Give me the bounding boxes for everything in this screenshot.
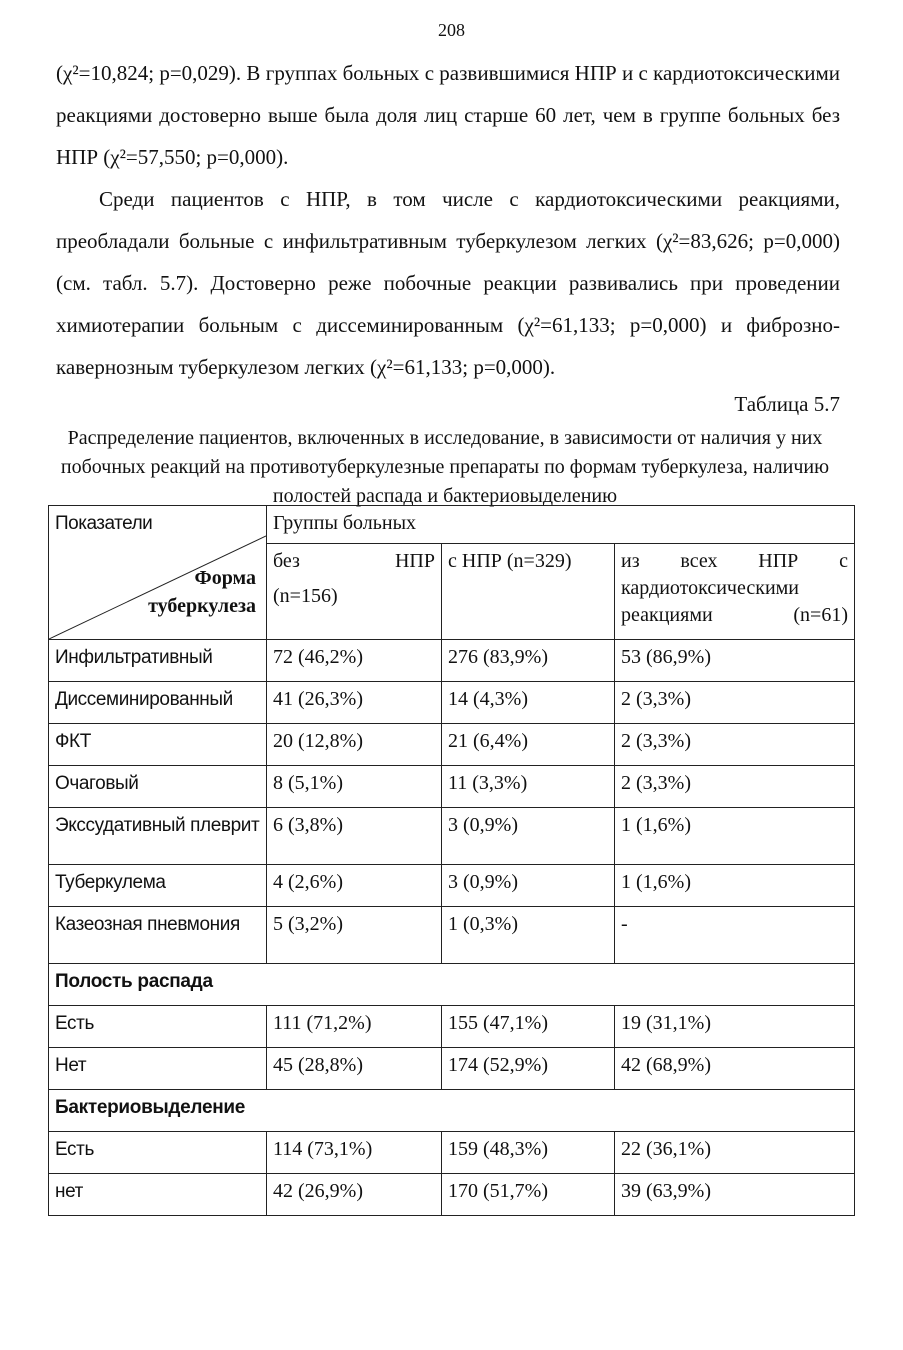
row-label: Казеозная пневмония xyxy=(49,907,267,964)
table-row xyxy=(49,640,855,682)
section-cavity-title: Полость распада xyxy=(49,964,855,1006)
cell-value: 39 (63,9%) xyxy=(615,1174,855,1216)
cell-value: 6 (3,8%) xyxy=(267,808,442,865)
section-row xyxy=(49,1090,855,1132)
page-number: 208 xyxy=(438,20,465,40)
row-label: Диссеминированный xyxy=(49,682,267,724)
cell-value: 114 (73,1%) xyxy=(267,1132,442,1174)
data-table xyxy=(48,505,855,1216)
table-row xyxy=(49,907,855,964)
table-row xyxy=(49,1006,855,1048)
table-caption: Распределение пациентов, включенных в исследование, в зависимости от наличия у них побочных реакций на противотуберкулезные препараты по формам туберкулеза, наличию полостей распада и бактериовыделению xyxy=(60,427,830,507)
cell-value: 3 (0,9%) xyxy=(442,808,615,865)
table-row xyxy=(49,1132,855,1174)
cell-value: 276 (83,9%) xyxy=(442,640,615,682)
header-form: Форма туберкулеза xyxy=(148,567,256,617)
cell-value: 19 (31,1%) xyxy=(615,1006,855,1048)
cell-value: 4 (2,6%) xyxy=(267,865,442,907)
row-label: Есть xyxy=(49,1132,267,1174)
cell-value: 42 (68,9%) xyxy=(615,1048,855,1090)
header-col-without-adr xyxy=(267,543,442,639)
row-label: Экссудативный плеврит xyxy=(49,808,267,865)
header-col-with-adr: с НПР (n=329) xyxy=(442,543,615,639)
header-groups: Группы больных xyxy=(267,506,855,544)
cell-value: 1 (1,6%) xyxy=(615,865,855,907)
table-row xyxy=(49,865,855,907)
cell-value: 159 (48,3%) xyxy=(442,1132,615,1174)
cell-value: 1 (0,3%) xyxy=(442,907,615,964)
table-row xyxy=(49,1174,855,1216)
row-label: Туберкулема xyxy=(49,865,267,907)
table-row xyxy=(49,808,855,865)
row-label: Нет xyxy=(49,1048,267,1090)
row-label: Есть xyxy=(49,1006,267,1048)
header-col-cardiotoxic: из всех НПР с кардиотоксическими реакциями (n=61) xyxy=(615,543,855,639)
header-col1-word2: НПР xyxy=(394,549,435,572)
row-label: Инфильтративный xyxy=(49,640,267,682)
cell-value: 2 (3,3%) xyxy=(615,766,855,808)
cell-value: 3 (0,9%) xyxy=(442,865,615,907)
cell-value: 45 (28,8%) xyxy=(267,1048,442,1090)
cell-value: 1 (1,6%) xyxy=(615,808,855,865)
cell-value: 155 (47,1%) xyxy=(442,1006,615,1048)
cell-value: 53 (86,9%) xyxy=(615,640,855,682)
cell-value: 174 (52,9%) xyxy=(442,1048,615,1090)
row-label: нет xyxy=(49,1174,267,1216)
cell-value: 170 (51,7%) xyxy=(442,1174,615,1216)
cell-value: 11 (3,3%) xyxy=(442,766,615,808)
cell-value: 2 (3,3%) xyxy=(615,682,855,724)
cell-value: 41 (26,3%) xyxy=(267,682,442,724)
header-corner-cell xyxy=(49,506,267,640)
cell-value: 111 (71,2%) xyxy=(267,1006,442,1048)
header-indicators: Показатели xyxy=(55,513,153,534)
section-bacterio-title: Бактериовыделение xyxy=(49,1090,855,1132)
cell-value: 2 (3,3%) xyxy=(615,724,855,766)
cell-value: - xyxy=(615,907,855,964)
cell-value: 42 (26,9%) xyxy=(267,1174,442,1216)
row-label: ФКТ xyxy=(49,724,267,766)
table-number: Таблица 5.7 xyxy=(734,392,840,416)
cell-value: 20 (12,8%) xyxy=(267,724,442,766)
section-row xyxy=(49,964,855,1006)
table-row xyxy=(49,1048,855,1090)
table-row xyxy=(49,766,855,808)
cell-value: 22 (36,1%) xyxy=(615,1132,855,1174)
cell-value: 8 (5,1%) xyxy=(267,766,442,808)
table-row xyxy=(49,682,855,724)
header-col1-n: (n=156) xyxy=(273,584,338,607)
paragraph-1: (χ²=10,824; p=0,029). В группах больных с развившимися НПР и с кардиотоксическими реакциями достоверно выше была доля лиц старше 60 лет, чем в группе больных без НПР (χ²=57,550; p=0,000). xyxy=(56,61,840,169)
cell-value: 72 (46,2%) xyxy=(267,640,442,682)
table-row xyxy=(49,724,855,766)
cell-value: 21 (6,4%) xyxy=(442,724,615,766)
row-label: Очаговый xyxy=(49,766,267,808)
cell-value: 5 (3,2%) xyxy=(267,907,442,964)
header-col1-word1: без xyxy=(273,549,300,572)
cell-value: 14 (4,3%) xyxy=(442,682,615,724)
paragraph-2: Среди пациентов с НПР, в том числе с кардиотоксическими реакциями, преобладали больные с инфильтративным туберкулезом легких (χ²=83,626; p=0,000) (см. табл. 5.7). Достоверно реже побочные реакции развивались при проведении химиотерапии больным с диссеминированным (χ²=61,133; p=0,000) и фиброзно-кавернозным туберкулезом легких (χ²=61,133; p=0,000). xyxy=(56,187,840,379)
